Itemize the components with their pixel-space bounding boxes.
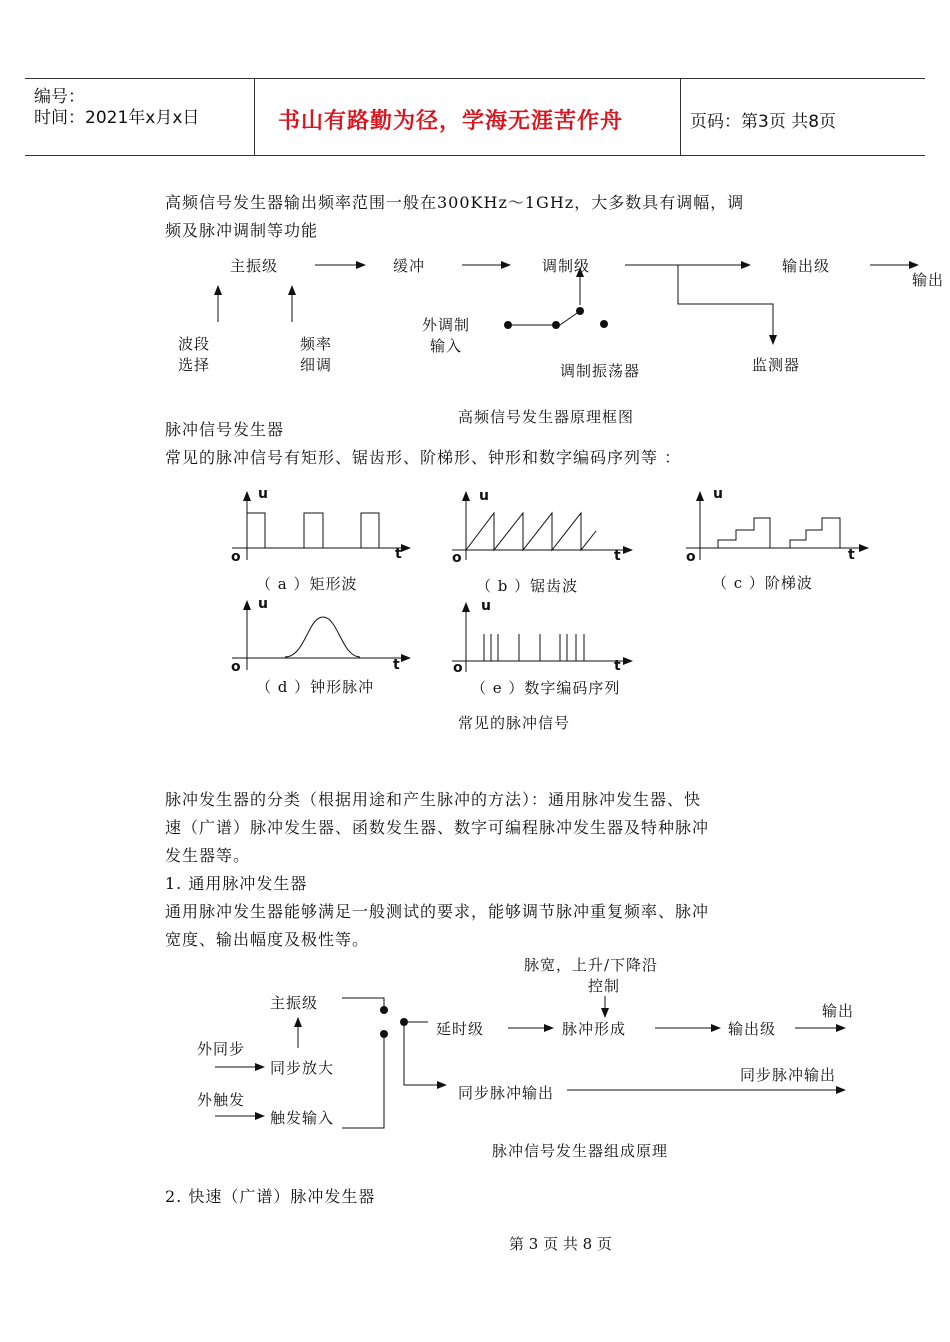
time-label: 时间：2021年x月x日 xyxy=(34,108,200,128)
wave-d-t: t xyxy=(393,657,400,673)
pg-switch-dot-mid xyxy=(400,1018,408,1026)
pg-sync-branch xyxy=(404,1022,446,1085)
sub1-heading: 1. 通用脉冲发生器 xyxy=(165,874,308,893)
class-line-3: 发生器等。 xyxy=(165,846,251,865)
hf-switch-dot-1 xyxy=(504,321,512,329)
hf-switch-dot-3 xyxy=(576,307,584,315)
hf-mod-stage: 调制级 xyxy=(542,257,591,275)
wave-d-o: o xyxy=(231,659,241,675)
wave-b-u: u xyxy=(479,488,489,504)
hf-main-osc: 主振级 xyxy=(230,257,279,275)
wave-c-t: t xyxy=(848,547,855,563)
wave-b-t: t xyxy=(614,548,621,564)
pg-caption: 脉冲信号发生器组成原理 xyxy=(492,1142,669,1160)
header-motto: 书山有路勤为径，学海无涯苦作舟 xyxy=(278,108,624,134)
intro-line-1: 高频信号发生器输出频率范围一般在300KHz～1GHz，大多数具有调幅，调 xyxy=(165,193,745,212)
pg-ext-trig: 外触发 xyxy=(197,1091,246,1109)
hf-output-stage: 输出级 xyxy=(782,257,831,275)
hf-band-sel-1: 波段 xyxy=(178,335,211,353)
pg-shaping: 脉冲形成 xyxy=(562,1020,627,1038)
class-line-2: 速（广谱）脉冲发生器、函数发生器、数字可编程脉冲发生器及特种脉冲 xyxy=(165,818,710,837)
waveforms-caption: 常见的脉冲信号 xyxy=(458,714,571,732)
pg-ext-sync: 外同步 xyxy=(197,1040,246,1058)
hf-ext-mod-2: 输入 xyxy=(430,337,463,355)
hf-caption: 高频信号发生器原理框图 xyxy=(458,408,635,426)
hf-monitor: 监测器 xyxy=(752,356,801,374)
hf-fine-tune-2: 细调 xyxy=(300,356,333,374)
hf-band-sel-2: 选择 xyxy=(178,356,211,374)
hf-buffer: 缓冲 xyxy=(393,257,426,275)
page-label: 页码：第3页 共8页 xyxy=(690,112,837,132)
wave-e-o: o xyxy=(453,660,463,676)
wave-d-label: （ d ）钟形脉冲 xyxy=(256,678,375,696)
pg-output-stage: 输出级 xyxy=(728,1020,777,1038)
wave-d-u: u xyxy=(258,596,268,612)
wave-a-t: t xyxy=(395,546,402,562)
wave-a-trace xyxy=(247,513,379,548)
hf-ext-mod-1: 外调制 xyxy=(422,316,471,334)
pulse-title: 脉冲信号发生器 xyxy=(165,420,285,439)
hf-monitor-branch xyxy=(678,265,773,344)
pg-trig-wire xyxy=(342,1034,384,1128)
wave-c-u: u xyxy=(713,486,723,502)
wave-c-o: o xyxy=(686,549,696,565)
intro-line-2: 频及脉冲调制等功能 xyxy=(165,221,319,240)
sub1-line-2: 宽度、输出幅度及极性等。 xyxy=(165,930,370,949)
pg-sync-amp: 同步放大 xyxy=(270,1059,335,1077)
wave-a-u: u xyxy=(258,486,268,502)
pg-main-wire xyxy=(342,998,384,1010)
wave-b-o: o xyxy=(452,550,462,566)
pg-width-ctrl-1: 脉宽，上升/下降沿 xyxy=(524,956,659,974)
wave-e-t: t xyxy=(614,658,621,674)
pg-delay: 延时级 xyxy=(436,1020,485,1038)
class-line-1: 脉冲发生器的分类（根据用途和产生脉冲的方法）：通用脉冲发生器、快 xyxy=(165,790,702,809)
hf-switch-dot-4 xyxy=(600,320,608,328)
wave-b-label: （ b ）锯齿波 xyxy=(476,577,579,595)
pg-sync-out-outer: 同步脉冲输出 xyxy=(740,1066,837,1084)
wave-c-label: （ c ）阶梯波 xyxy=(712,574,813,592)
pg-switch-dot-top xyxy=(380,1006,388,1014)
sub1-line-1: 通用脉冲发生器能够满足一般测试的要求，能够调节脉冲重复频率、脉冲 xyxy=(165,902,710,921)
pulse-desc: 常见的脉冲信号有矩形、锯齿形、阶梯形、钟形和数字编码序列等 ： xyxy=(165,448,682,467)
wave-a-o: o xyxy=(231,549,241,565)
hf-switch-dot-2 xyxy=(552,321,560,329)
pg-main-osc: 主振级 xyxy=(270,994,319,1012)
pg-switch-dot-bottom xyxy=(380,1030,388,1038)
hf-mod-osc: 调制振荡器 xyxy=(560,362,641,380)
pg-width-ctrl-2: 控制 xyxy=(588,977,621,995)
hf-output: 输出 xyxy=(912,271,945,289)
wave-a-label: （ a ）矩形波 xyxy=(256,575,358,593)
page-footer: 第 3 页 共 8 页 xyxy=(509,1235,612,1253)
pg-sync-out-inner: 同步脉冲输出 xyxy=(458,1084,555,1102)
pg-output: 输出 xyxy=(822,1002,855,1020)
wave-e-label: （ e ）数字编码序列 xyxy=(471,679,621,697)
wave-b-trace xyxy=(466,513,596,550)
pg-trig-in: 触发输入 xyxy=(270,1109,335,1127)
sub2-heading: 2. 快速（广谱）脉冲发生器 xyxy=(165,1187,376,1206)
wave-e-u: u xyxy=(481,598,491,614)
hf-fine-tune-1: 频率 xyxy=(300,335,333,353)
wave-c-trace xyxy=(718,518,840,548)
serial-label: 编号： xyxy=(34,87,85,107)
wave-d-trace xyxy=(285,617,360,657)
